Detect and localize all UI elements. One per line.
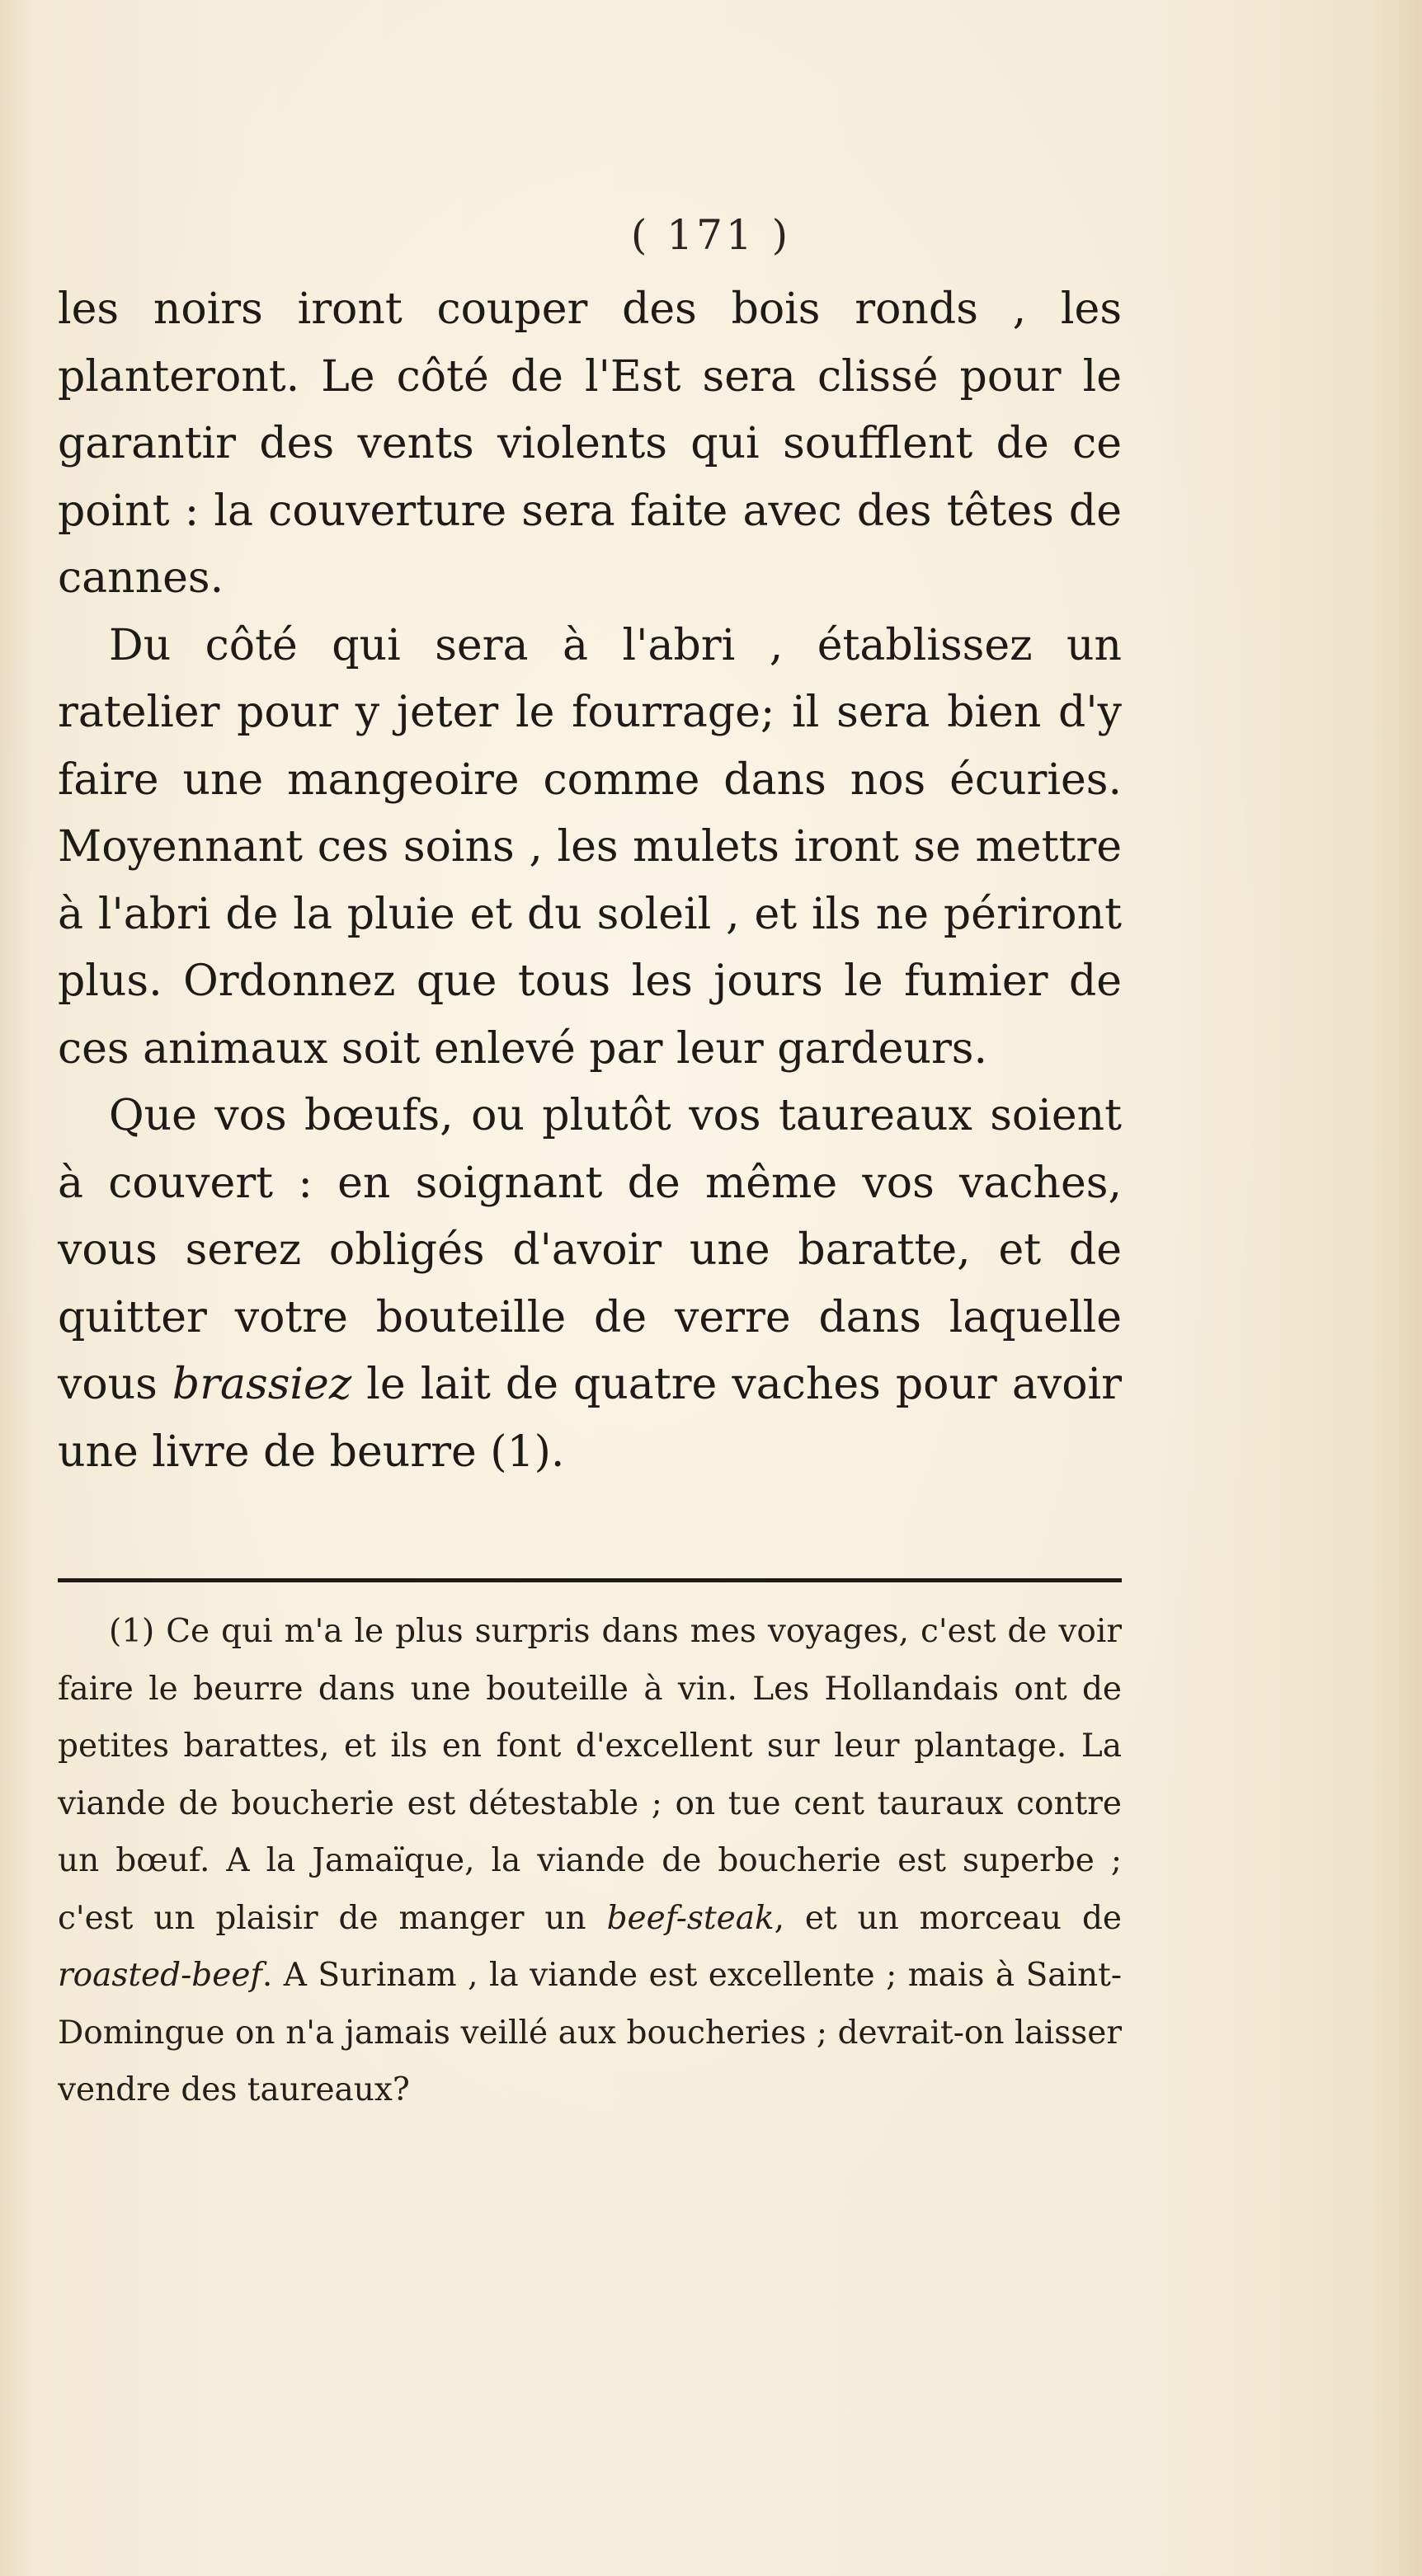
footnote [58,1603,1122,2119]
italic-roasted-beef: roasted-beef [58,1957,262,1994]
footnote-text-1: (1) Ce qui m'a le plus surpris dans mes voyages, c'est de voir faire le beurre dans une bouteille à vin. Les Hollandais ont de petites barattes, et ils en font d'excellent sur leur plantage. La viande de boucherie est détestable ; on tue cent tauraux contre un bœuf. A la Jamaïque, la viande de boucherie est superbe ; c'est un plaisir de manger un [58,1613,1122,1937]
footnote-text-3: . A Surinam , la viande est excellente ; mais à Saint-Domingue on n'a jamais veillé aux boucheries ; devrait-on laisser vendre des taureaux? [58,1957,1122,2108]
main-text [58,276,1122,1486]
paragraph-cattle [58,1083,1122,1486]
footnote-reference: (1). [490,1427,565,1477]
paragraph-cattle-text-2: le lait de quatre vaches pour avoir une livre de beurre [58,1360,1123,1477]
footnote-separator-rule [58,1578,1122,1582]
italic-word-brassiez: brassiez [172,1360,352,1409]
paragraph-mules: Du côté qui sera à l'abri , établissez un ratelier pour y jeter le fourrage; il sera bien d'y faire une mangeoire comme dans nos écuries. Moyennant ces soins , les mulets iront se mettre à l'abri de la pluie et du soleil , et ils ne périront plus. Ordonnez que tous les jours le fumier de ces animaux soit enlevé par leur gardeurs. [58,620,1122,1074]
page-number: ( 171 ) [630,211,792,259]
paragraph-continuation: les noirs iront couper des bois ronds , les planteront. Le côté de l'Est sera clissé pour le garantir des vents violents qui soufflent de ce point : la couverture sera faite avec des têtes de cannes. [58,284,1122,603]
paragraph-cattle-text-1: Que vos bœufs, ou plutôt vos taureaux soient à couvert : en soignant de même vos vaches, vous serez obligés d'avoir une baratte, et de quitter votre bouteille de verre dans laquelle vous [58,1091,1122,1409]
footnote-text-2: , et un morceau de [774,1899,1122,1937]
italic-beef-steak: beef-steak [606,1899,775,1937]
